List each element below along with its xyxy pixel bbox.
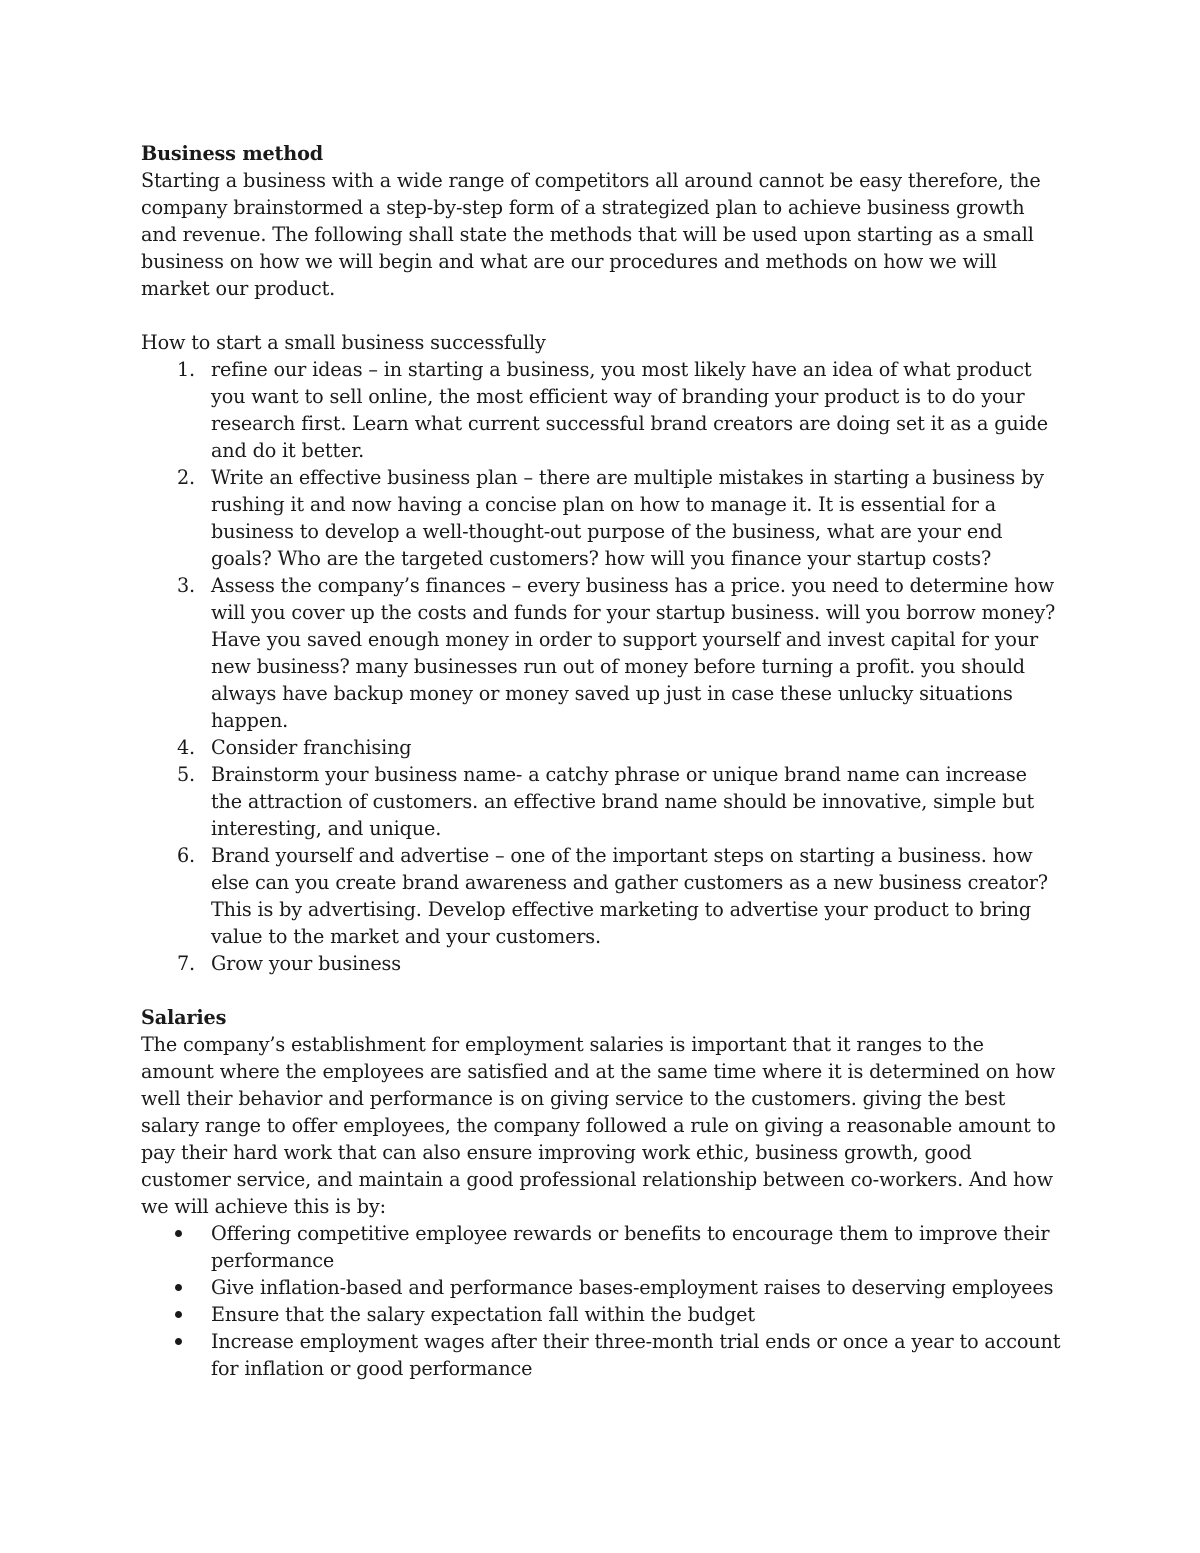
list-item [141,356,1061,464]
list-item [141,761,1061,842]
document-page [141,140,1061,1382]
business-method-heading: Business method [141,142,323,165]
list-item-text: Write an effective business plan – there are multiple mistakes in starting a business by rushing it and now having a concise plan on how to manage it. It is essential for a business to develop a well-thought-out purpose of the business, what are your end goals? Who are the targeted customers? how will you finance your startup costs? [211,466,1044,570]
list-item-text: Increase employment wages after their three-month trial ends or once a year to account for inflation or good performance [211,1330,1061,1380]
list-item-text: Consider franchising [211,736,412,759]
paragraph-gap [141,977,1061,1004]
list-item [141,1220,1061,1274]
business-method-intro: Starting a business with a wide range of competitors all around cannot be easy therefore, the company brainstormed a step-by-step form of a strategized plan to achieve business growth and revenue. The following shall state the methods that will be used upon starting as a small business on how we will begin and what are our procedures and methods on how we will market our product. [141,169,1041,300]
list-item [141,842,1061,950]
list-item-number: 5. [177,763,196,786]
list-item-number: 2. [177,466,196,489]
bullet-icon [175,1338,182,1345]
list-item [141,1274,1061,1301]
list-item-number: 7. [177,952,196,975]
steps-list-title: How to start a small business successfully [141,331,546,354]
bullet-icon [175,1311,182,1318]
list-item [141,950,1061,977]
list-item-text: Ensure that the salary expectation fall within the budget [211,1303,755,1326]
list-item-number: 3. [177,574,196,597]
salaries-bullet-list [141,1220,1061,1382]
list-item-number: 1. [177,358,196,381]
salaries-heading: Salaries [141,1006,227,1029]
list-item-number: 4. [177,736,196,759]
list-item-text: refine our ideas – in starting a business, you most likely have an idea of what product you want to sell online, the most efficient way of branding your product is to do your research first. Learn what current successful brand creators are doing set it as a guide and do it better. [211,358,1048,462]
list-item [141,1328,1061,1382]
steps-list [141,356,1061,977]
list-item-text: Brainstorm your business name- a catchy phrase or unique brand name can increase the attraction of customers. an effective brand name should be innovative, simple but interesting, and unique. [211,763,1035,840]
paragraph-gap [141,302,1061,329]
list-item-text: Offering competitive employee rewards or benefits to encourage them to improve their performance [211,1222,1050,1272]
list-item-text: Give inflation-based and performance bases-employment raises to deserving employees [211,1276,1054,1299]
list-item-number: 6. [177,844,196,867]
salaries-intro: The company’s establishment for employment salaries is important that it ranges to the amount where the employees are satisfied and at the same time where it is determined on how well their behavior and performance is on giving service to the customers. giving the best salary range to offer employees, the company followed a rule on giving a reasonable amount to pay their hard work that can also ensure improving work ethic, business growth, good customer service, and maintain a good professional relationship between co-workers. And how we will achieve this is by: [141,1033,1056,1218]
list-item-text: Brand yourself and advertise – one of the important steps on starting a business. how else can you create brand awareness and gather customers as a new business creator? This is by advertising. Develop effective marketing to advertise your product to bring value to the market and your customers. [211,844,1048,948]
list-item [141,464,1061,572]
list-item-text: Assess the company’s finances – every business has a price. you need to determine how will you cover up the costs and funds for your startup business. will you borrow money? Have you saved enough money in order to support yourself and invest capital for your new business? many businesses run out of money before turning a profit. you should always have backup money or money saved up just in case these unlucky situations happen. [211,574,1056,732]
list-item [141,1301,1061,1328]
list-item [141,734,1061,761]
list-item-text: Grow your business [211,952,401,975]
bullet-icon [175,1284,182,1291]
bullet-icon [175,1230,182,1237]
list-item [141,572,1061,734]
